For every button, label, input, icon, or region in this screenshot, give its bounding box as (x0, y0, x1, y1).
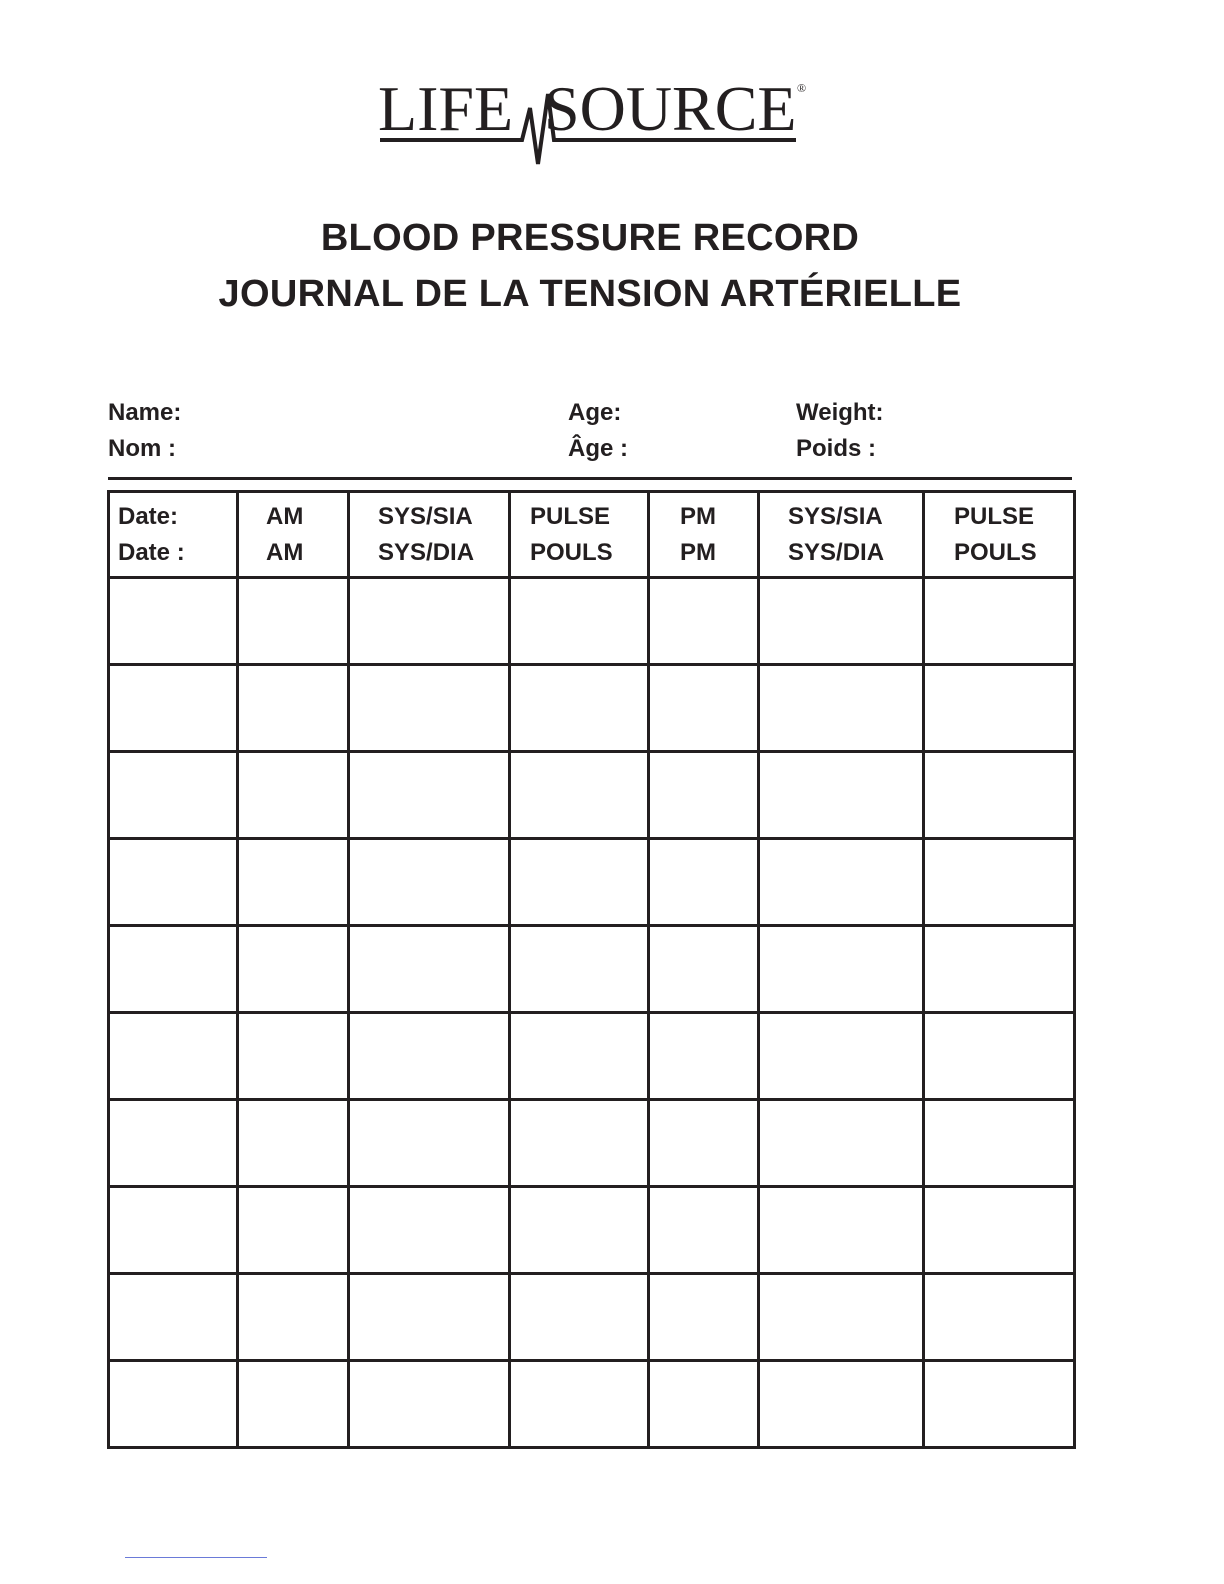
table-header-row (109, 492, 1075, 578)
column-header-am-sys-dia: SYS/SIA SYS/DIA (349, 492, 510, 578)
am-pulse-cell[interactable] (510, 1274, 649, 1361)
pm-time-cell[interactable] (649, 839, 759, 926)
pm-sys-dia-cell[interactable] (759, 839, 924, 926)
title-french: JOURNAL DE LA TENSION ARTÉRIELLE (218, 273, 962, 315)
column-header-pm-sys-dia: SYS/SIA SYS/DIA (759, 492, 924, 578)
registered-mark: ® (797, 81, 807, 95)
pm-sys-dia-cell[interactable] (759, 1013, 924, 1100)
am-sys-dia-cell[interactable] (349, 578, 510, 665)
column-header-pm-pulse: PULSE POULS (924, 492, 1075, 578)
pm-pulse-cell[interactable] (924, 839, 1075, 926)
pm-sys-dia-cell[interactable] (759, 1187, 924, 1274)
pm-time-cell[interactable] (649, 752, 759, 839)
weight-label-en: Weight: (796, 399, 884, 426)
am-sys-dia-cell[interactable] (349, 926, 510, 1013)
am-time-cell[interactable] (238, 1361, 349, 1448)
am-time-cell[interactable] (238, 1100, 349, 1187)
table-row (109, 926, 1075, 1013)
pm-sys-dia-cell[interactable] (759, 1361, 924, 1448)
table-row (109, 752, 1075, 839)
info-divider (108, 477, 1072, 480)
column-header-am-pulse: PULSE POULS (510, 492, 649, 578)
pm-time-cell[interactable] (649, 665, 759, 752)
table-row (109, 1013, 1075, 1100)
am-sys-dia-cell[interactable] (349, 839, 510, 926)
table-row (109, 1274, 1075, 1361)
page-titles (0, 210, 1180, 322)
table-row (109, 1361, 1075, 1448)
pm-sys-dia-cell[interactable] (759, 752, 924, 839)
pm-time-cell[interactable] (649, 1274, 759, 1361)
name-label-en: Name: (108, 399, 182, 426)
table-row (109, 839, 1075, 926)
pm-sys-dia-cell[interactable] (759, 926, 924, 1013)
am-pulse-cell[interactable] (510, 926, 649, 1013)
pm-pulse-cell[interactable] (924, 578, 1075, 665)
age-field (568, 395, 628, 467)
am-time-cell[interactable] (238, 1013, 349, 1100)
pm-sys-dia-cell[interactable] (759, 1100, 924, 1187)
date-cell[interactable] (109, 1013, 238, 1100)
am-time-cell[interactable] (238, 1187, 349, 1274)
table-row (109, 1187, 1075, 1274)
pm-pulse-cell[interactable] (924, 1100, 1075, 1187)
pm-pulse-cell[interactable] (924, 1013, 1075, 1100)
am-pulse-cell[interactable] (510, 1361, 649, 1448)
am-pulse-cell[interactable] (510, 752, 649, 839)
am-sys-dia-cell[interactable] (349, 1187, 510, 1274)
record-rows (109, 578, 1075, 1448)
table-row (109, 1100, 1075, 1187)
column-header-date: Date: Date : (109, 492, 238, 578)
lifesource-logo (376, 74, 816, 174)
am-time-cell[interactable] (238, 752, 349, 839)
name-field (108, 395, 181, 467)
date-cell[interactable] (109, 1361, 238, 1448)
am-time-cell[interactable] (238, 926, 349, 1013)
date-cell[interactable] (109, 926, 238, 1013)
date-cell[interactable] (109, 752, 238, 839)
pm-pulse-cell[interactable] (924, 926, 1075, 1013)
logo-text-source: SOURCE (544, 74, 797, 144)
pm-sys-dia-cell[interactable] (759, 578, 924, 665)
date-cell[interactable] (109, 1274, 238, 1361)
column-header-am: AM AM (238, 492, 349, 578)
am-sys-dia-cell[interactable] (349, 1274, 510, 1361)
am-sys-dia-cell[interactable] (349, 752, 510, 839)
pm-pulse-cell[interactable] (924, 752, 1075, 839)
am-time-cell[interactable] (238, 578, 349, 665)
am-time-cell[interactable] (238, 839, 349, 926)
heartbeat-logo-icon (376, 74, 816, 174)
date-cell[interactable] (109, 1100, 238, 1187)
title-english: BLOOD PRESSURE RECORD (320, 217, 860, 259)
am-pulse-cell[interactable] (510, 665, 649, 752)
pm-time-cell[interactable] (649, 1361, 759, 1448)
pm-time-cell[interactable] (649, 926, 759, 1013)
am-time-cell[interactable] (238, 665, 349, 752)
pm-pulse-cell[interactable] (924, 665, 1075, 752)
am-pulse-cell[interactable] (510, 578, 649, 665)
footer-link-underline (125, 1557, 267, 1558)
date-cell[interactable] (109, 1187, 238, 1274)
am-pulse-cell[interactable] (510, 839, 649, 926)
name-label-fr: Nom : (108, 435, 176, 462)
pm-sys-dia-cell[interactable] (759, 665, 924, 752)
pm-time-cell[interactable] (649, 1100, 759, 1187)
pm-time-cell[interactable] (649, 1013, 759, 1100)
table-row (109, 665, 1075, 752)
table-row (109, 578, 1075, 665)
am-sys-dia-cell[interactable] (349, 665, 510, 752)
pm-sys-dia-cell[interactable] (759, 1274, 924, 1361)
date-cell[interactable] (109, 839, 238, 926)
pm-time-cell[interactable] (649, 578, 759, 665)
am-pulse-cell[interactable] (510, 1187, 649, 1274)
am-sys-dia-cell[interactable] (349, 1100, 510, 1187)
date-cell[interactable] (109, 665, 238, 752)
pm-pulse-cell[interactable] (924, 1187, 1075, 1274)
am-sys-dia-cell[interactable] (349, 1013, 510, 1100)
age-label-fr: Âge : (568, 435, 628, 462)
weight-label-fr: Poids : (796, 435, 877, 462)
weight-field (796, 395, 884, 467)
logo-text-life: LIFE (378, 74, 514, 144)
am-time-cell[interactable] (238, 1274, 349, 1361)
am-pulse-cell[interactable] (510, 1100, 649, 1187)
pm-pulse-cell[interactable] (924, 1361, 1075, 1448)
age-label-en: Age: (568, 399, 622, 426)
pm-pulse-cell[interactable] (924, 1274, 1075, 1361)
date-cell[interactable] (109, 578, 238, 665)
am-pulse-cell[interactable] (510, 1013, 649, 1100)
column-header-pm: PM PM (649, 492, 759, 578)
blood-pressure-table (107, 490, 1076, 1449)
am-sys-dia-cell[interactable] (349, 1361, 510, 1448)
pm-time-cell[interactable] (649, 1187, 759, 1274)
